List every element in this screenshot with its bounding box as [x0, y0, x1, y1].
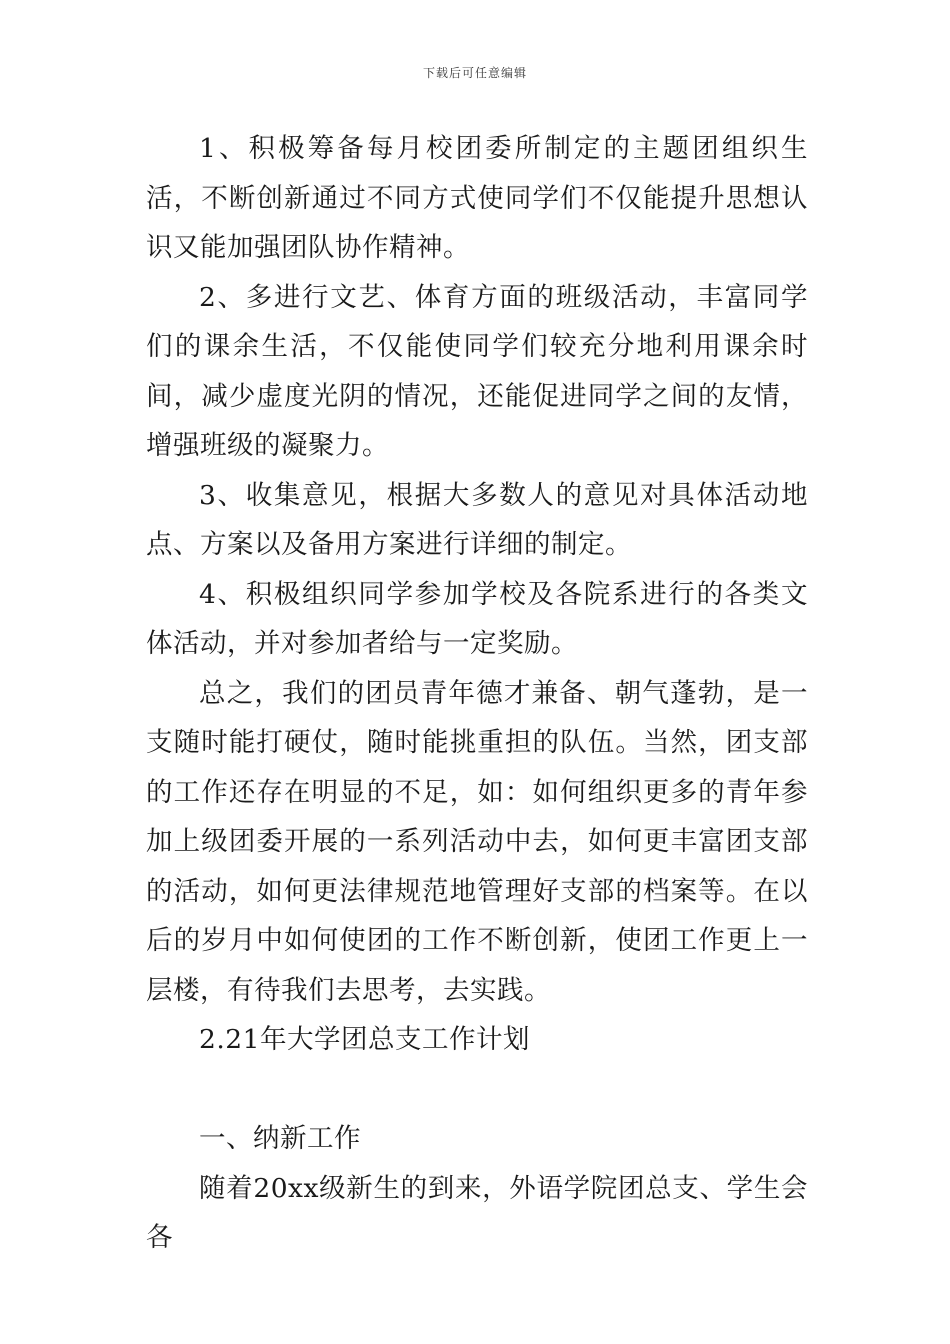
paragraph-item-4: 4、积极组织同学参加学校及各院系进行的各类文体活动，并对参加者给与一定奖励。 — [146, 578, 808, 659]
paragraph-recruitment: 随着20xx级新生的到来，外语学院团总支、学生会各 — [146, 1172, 808, 1253]
paragraph-item-2: 2、多进行文艺、体育方面的班级活动，丰富同学们的课余生活，不仅能使同学们较充分地利用课余时间，减少虚度光阴的情况，还能促进同学之间的友情，增强班级的凝聚力。 — [146, 281, 808, 461]
paragraph-item-3: 3、收集意见，根据大多数人的意见对具体活动地点、方案以及备用方案进行详细的制定。 — [146, 479, 808, 560]
blank-line — [146, 1065, 808, 1115]
paragraph-summary: 总之，我们的团员青年德才兼备、朝气蓬勃，是一支随时能打硬仗，随时能挑重担的队伍。当然，团支部的工作还存在明显的不足，如：如何组织更多的青年参加上级团委开展的一系列活动中去，如何更丰富团支部的活动，如何更法律规范地管理好支部的档案等。在以后的岁月中如何使团的工作不断创新，使团工作更上一层楼，有待我们去思考，去实践。 — [146, 677, 808, 1006]
plan-title: 2.21年大学团总支工作计划 — [199, 1024, 531, 1055]
page-header-note: 下载后可任意编辑 — [422, 66, 527, 80]
document-body — [146, 124, 808, 1263]
paragraph-item-1: 1、积极筹备每月校团委所制定的主题团组织生活，不断创新通过不同方式使同学们不仅能提升思想认识又能加强团队协作精神。 — [146, 133, 808, 263]
section-heading: 一、纳新工作 — [199, 1123, 361, 1154]
